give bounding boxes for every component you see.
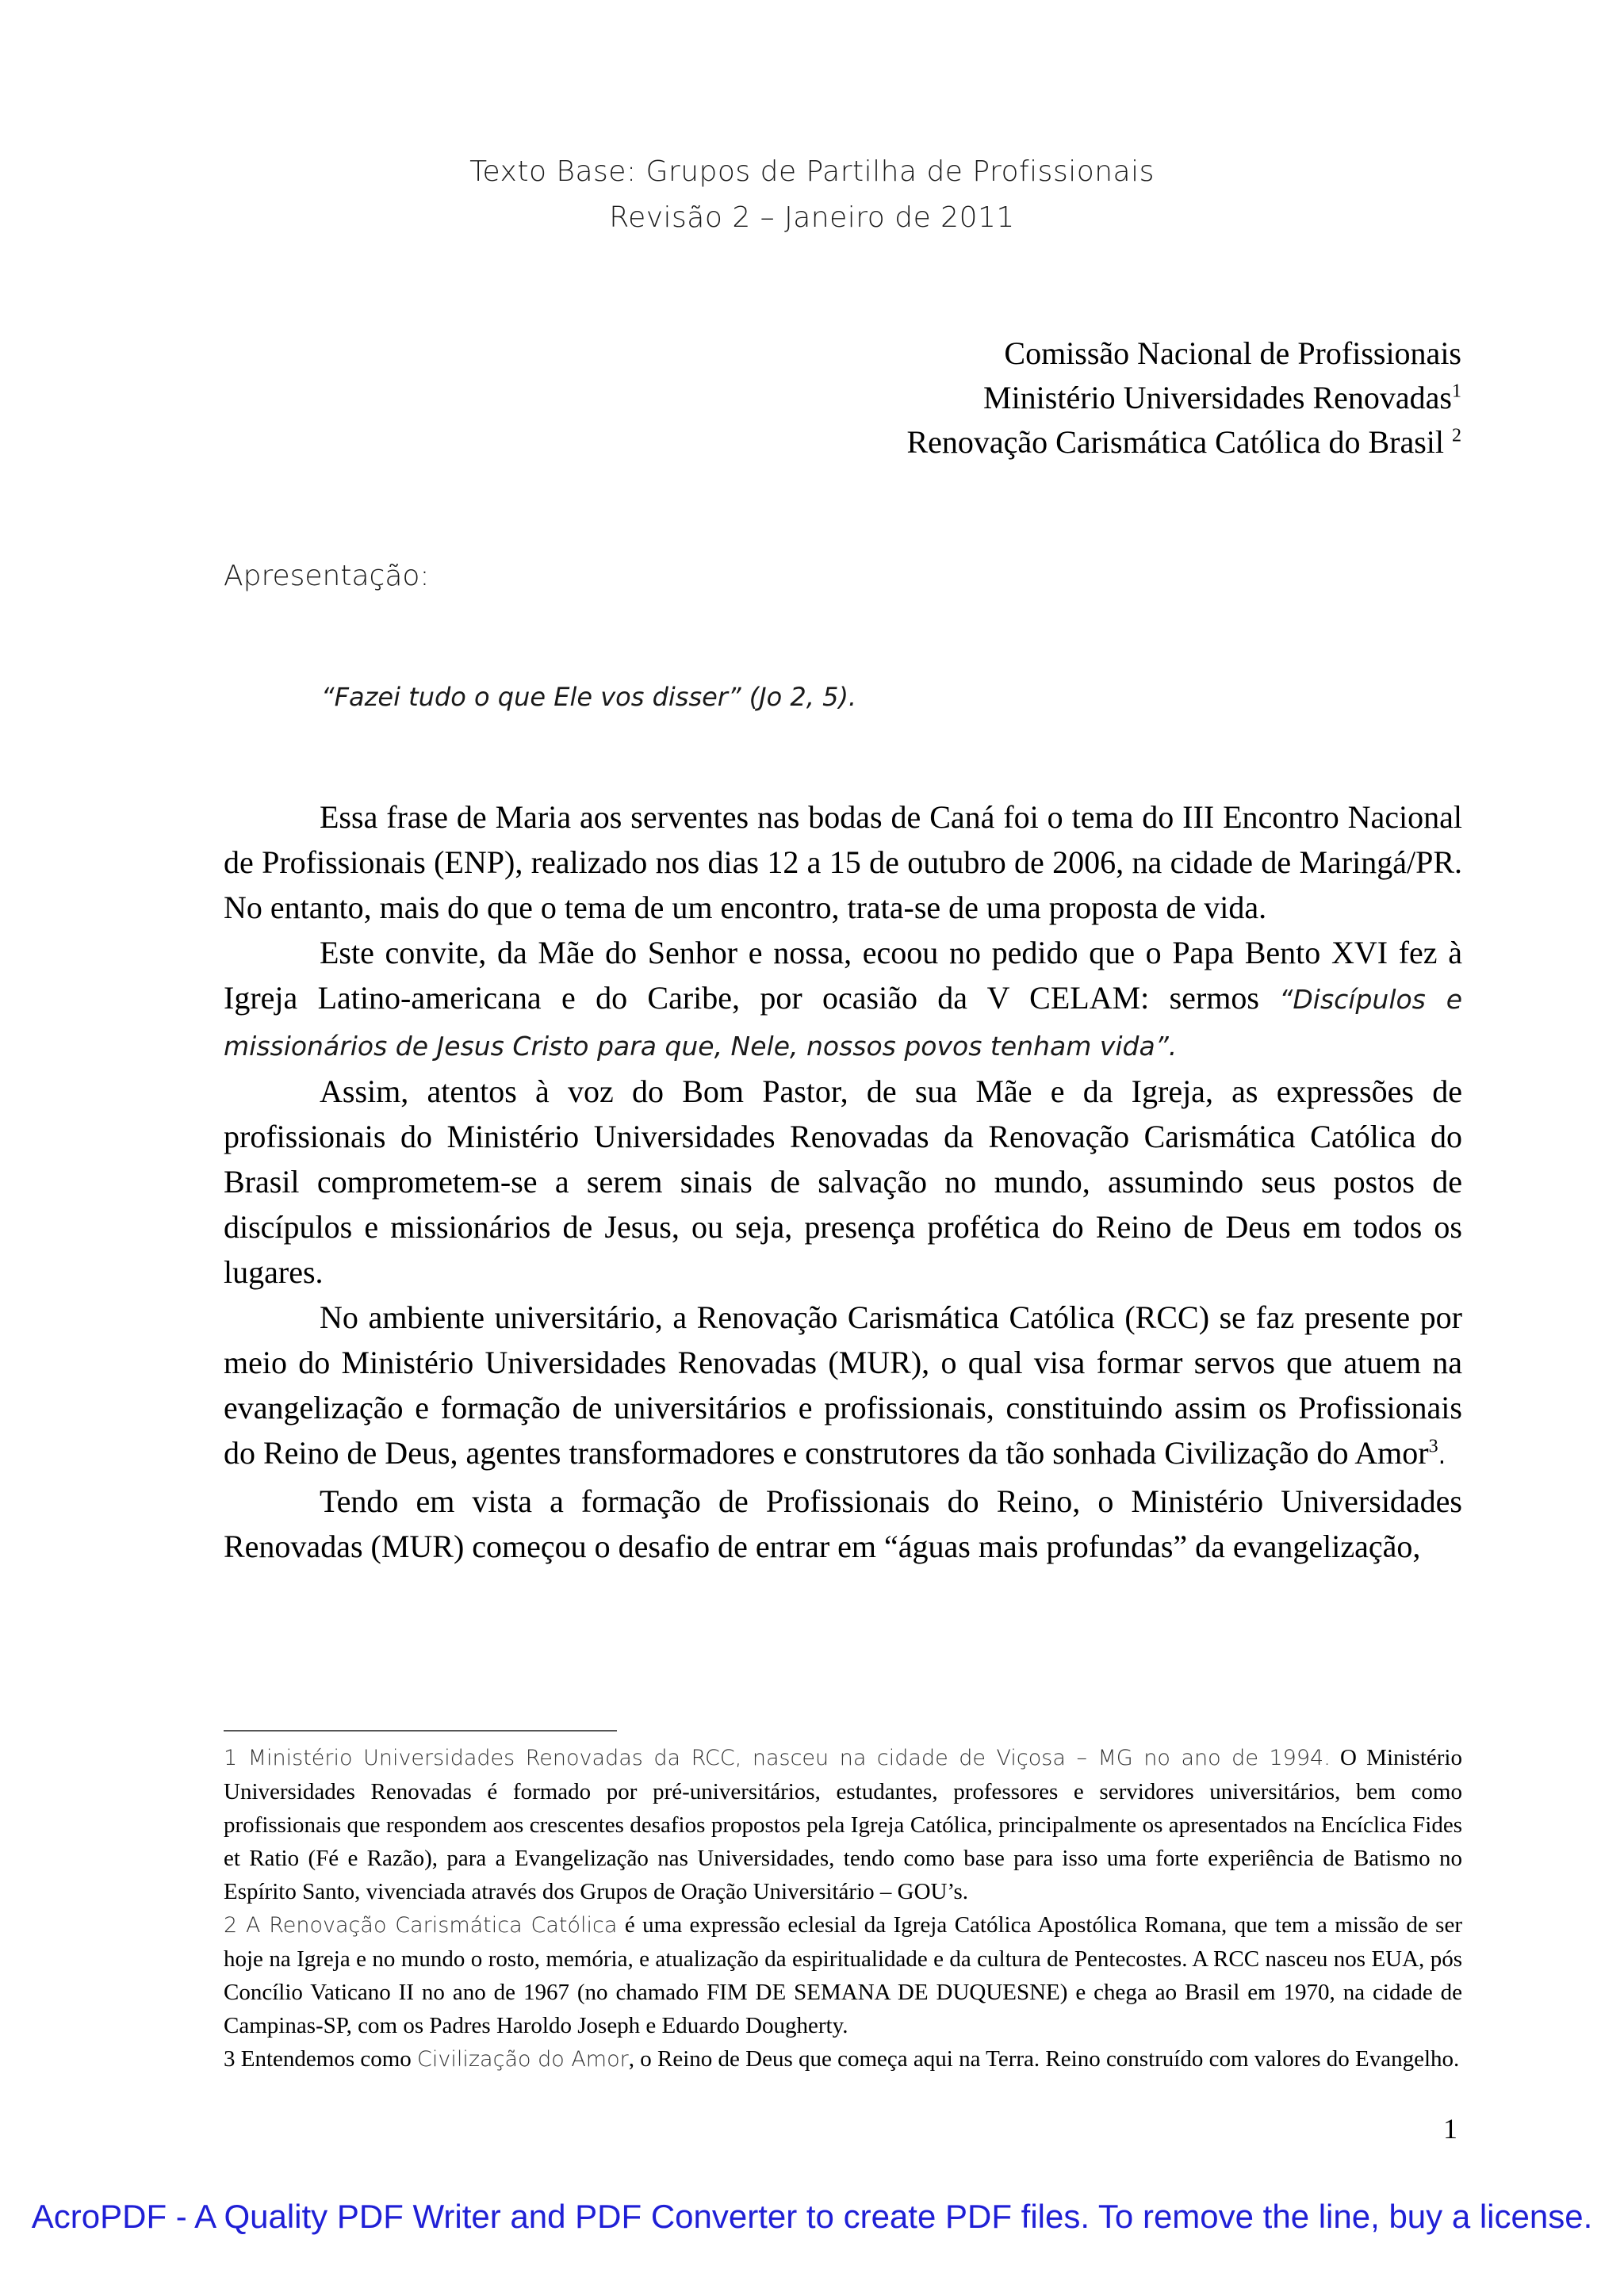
epigraph-quote: “Fazei tudo o que Ele vos disser” (Jo 2, 5). — [321, 682, 857, 712]
footnote-ref-2[interactable]: 2 — [1452, 425, 1461, 446]
paragraph-5: Tendo em vista a formação de Profissionais do Reino, o Ministério Universidades Renovadas (MUR) começou o desafio de entrar em “águas mais profundas” da evangelização, — [224, 1483, 1462, 1564]
org-ministry: Ministério Universidades Renovadas$^1$ — [983, 380, 1461, 415]
document-revision: Revisão 2 – Janeiro de 2011 — [609, 201, 1015, 234]
acropdf-watermark-banner: AcroPDF - A Quality PDF Writer and PDF Converter to create PDF files. To remove the line, buy a license. — [31, 2198, 1593, 2235]
quote-disciples: “Discípulos e missionários de Jesus Cristo para que, Nele, nossos povos tenham vida”. — [224, 984, 1463, 1062]
footnote-2: 2 A Renovação Carismática Católica é uma expressão eclesial da Igreja Católica Apostólica Romana, que tem a missão de ser hoje na Igreja e no mundo o rosto, memória, e atualização da espiritualidade e da cultura de Pentecostes. A RCC nasceu nos EUA, pós Concílio Vaticano II no ano de 1967 (no chamado FIM DE SEMANA DE DUQUESNE) e chega ao Brasil em 1970, na cidade de Campinas-SP, com os Padres Haroldo Joseph e Eduardo Dougherty. — [224, 1912, 1462, 2038]
paragraph-3: Assim, atentos à voz do Bom Pastor, de sua Mãe e da Igreja, as expressões de profissionais do Ministério Universidades Renovadas da Renovação Carismática Católica do Brasil comprometem-se a serem sinais de salvação no mundo, assumindo seus postos de discípulos e missionários de Jesus, ou seja, presença profética do Reino de Deus em todos os lugares. — [224, 1073, 1462, 1290]
page-number: 1 — [1443, 2113, 1457, 2145]
footnote-1: 1 Ministério Universidades Renovadas da RCC, nasceu na cidade de Viçosa – MG no ano de 1994. O Ministério Universidades Renovadas é formado por pré-universitários, estudantes, professores e servidores universitários, bem como profissionais que respondem aos crescentes desafios propostos pela Igreja Católica, principalmente os apresentados na Encíclica Fides et Ratio (Fé e Razão), para a Evangelização nas Universidades, tendo como base para isso uma forte experiência de Batismo no Espírito Santo, vivenciada através dos Grupos de Oração Universitário – GOU’s. — [224, 1745, 1462, 1904]
org-renovation: Renovação Carismática Católica do Brasil $^2$ — [906, 424, 1461, 460]
footnote-ref-3[interactable]: 3 — [1428, 1436, 1438, 1457]
section-heading: Apresentação: — [224, 560, 430, 592]
footnotes — [224, 1741, 1462, 2076]
paragraph-1: Essa frase de Maria aos serventes nas bodas de Caná foi o tema do III Encontro Nacional de Profissionais (ENP), realizado nos dias 12 a 15 de outubro de 2006, na cidade de Maringá/PR. No entanto, mais do que o tema de um encontro, trata-se de uma proposta de vida. — [224, 799, 1462, 925]
footnote-separator — [224, 1730, 617, 1732]
org-commission: Comissão Nacional de Profissionais — [1004, 335, 1461, 371]
paragraph-4: No ambiente universitário, a Renovação Carismática Católica (RCC) se faz presente por meio do Ministério Universidades Renovadas (MUR), o qual visa formar servos que atuem na evangelização e formação de universitários e profissionais, constituindo assim os Profissionais do Reino de Deus, agentes transformadores e construtores da tão sonhada Civilização do Amor$^3$. — [224, 1299, 1462, 1471]
footnote-3: 3 Entendemos como Civilização do Amor, o Reino de Deus que começa aqui na Terra. Reino construído com valores do Evangelho. — [224, 2046, 1460, 2072]
body-text — [224, 794, 1462, 1569]
footnote-ref-1[interactable]: 1 — [1452, 381, 1461, 402]
paragraph-2: Este convite, da Mãe do Senhor e nossa, ecoou no pedido que o Papa Bento XVI fez à Igreja Latino-americana e do Caribe, por ocasião da V CELAM: sermos “Discípulos e missionários de Jesus Cristo para que, Nele, nossos povos tenham vida”. — [224, 935, 1463, 1062]
document-title: Texto Base: Grupos de Partilha de Profissionais — [469, 155, 1155, 188]
